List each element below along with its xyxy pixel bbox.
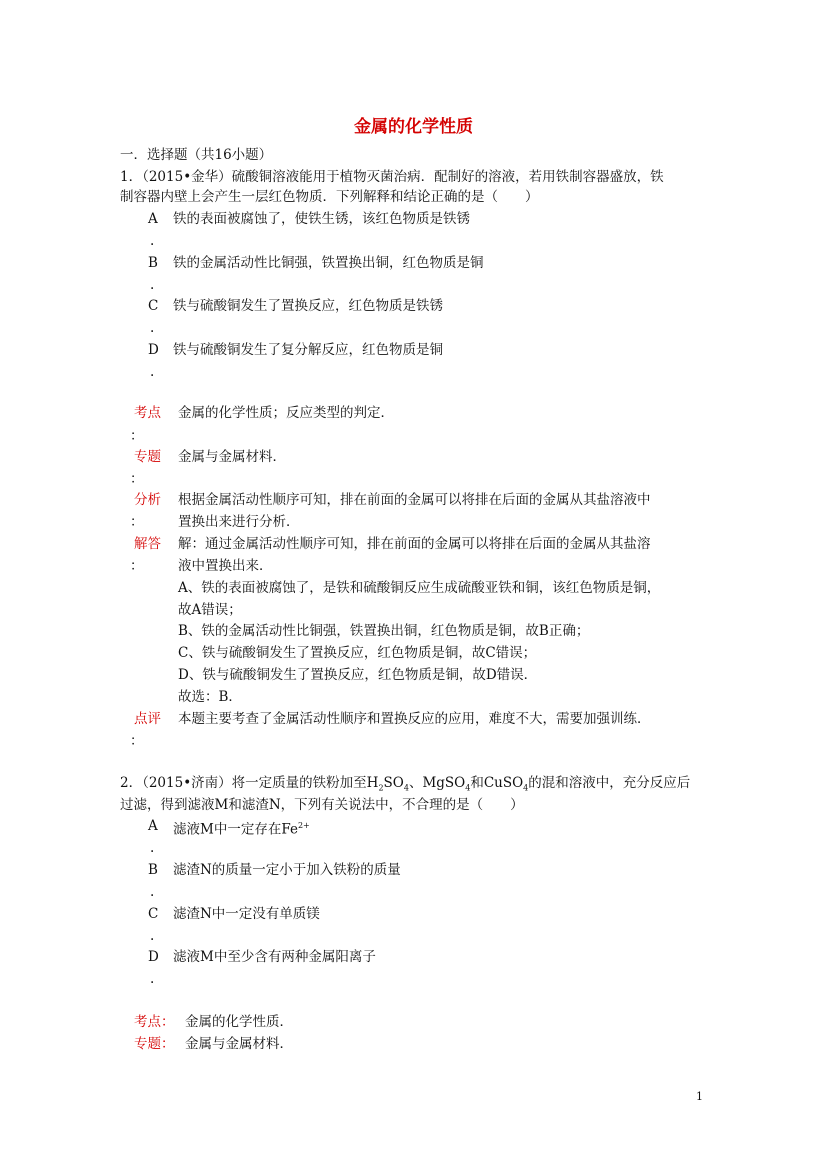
page-title: 金属的化学性质 (354, 117, 473, 137)
q1-option-a-dot: . (150, 233, 155, 249)
q1-jieda-line2: 液中置换出来． (178, 558, 273, 574)
q2-option-a-letter: A (148, 818, 158, 834)
q1-fenxi-line1: 根据金属活动性顺序可知，排在前面的金属可以将排在后面的金属从其盐溶液中 (178, 492, 651, 508)
q1-stem-line2: 制容器内壁上会产生一层红色物质．下列解释和结论正确的是（ ） (120, 189, 539, 205)
q1-dianping-label: 点评 (134, 711, 161, 727)
q1-option-b-text: 铁的金属活动性比铜强，铁置换出铜，红色物质是铜 (173, 255, 484, 271)
q1-zhuanti-colon: ： (130, 471, 144, 487)
q2-stem-line1: 2．（2015•济南）将一定质量的铁粉加至$H_2SO_4$、MgSO$_4$和CuSO$_4$的混和溶液中，充分反应后 (120, 775, 691, 793)
q2-option-d-text: 滤液M中至少含有两种金属阳离子 (173, 949, 376, 965)
q1-zhuanti-text: 金属与金属材料． (178, 449, 286, 465)
q2-option-c-text: 滤渣N中一定没有单质镁 (173, 906, 320, 922)
q1-option-a-letter: A (148, 211, 158, 227)
q1-dianping-colon: ： (130, 733, 144, 749)
q1-jieda-label: 解答 (134, 536, 161, 552)
q1-fenxi-colon: ： (130, 514, 144, 530)
q1-jieda-colon: ： (130, 558, 144, 574)
q1-jieda-line3: A、铁的表面被腐蚀了，是铁和硫酸铜反应生成硫酸亚铁和铜，该红色物质是铜， (178, 580, 661, 596)
q1-option-d-dot: . (150, 364, 155, 380)
q2-option-c-letter: C (148, 906, 159, 922)
q2-option-d-letter: D (148, 949, 159, 965)
q1-kaodian-text: 金属的化学性质；反应类型的判定． (178, 405, 394, 421)
q2-option-d-dot: . (150, 971, 155, 987)
q1-zhuanti-label: 专题 (134, 449, 161, 465)
q2-stem-line2: 过滤，得到滤液M和滤渣N，下列有关说法中，不合理的是（ ） (120, 797, 524, 813)
q2-kaodian-label: 考点： (134, 1014, 175, 1030)
q1-jieda-line8: 故选：B． (178, 689, 242, 705)
q2-zhuanti-label: 专题： (134, 1036, 175, 1052)
q1-jieda-line1: 解：通过金属活动性顺序可知，排在前面的金属可以将排在后面的金属从其盐溶 (178, 536, 651, 552)
q1-stem-line1: 1．（2015•金华）硫酸铜溶液能用于植物灭菌治病．配制好的溶液，若用铁制容器盛放，铁 (120, 169, 664, 185)
q2-option-a-text: 滤液M中一定存在$Fe^{2+}$ (173, 821, 310, 838)
q2-option-a-dot: . (150, 840, 155, 856)
q1-option-b-dot: . (150, 277, 155, 293)
q1-option-c-letter: C (148, 298, 159, 314)
q1-option-c-text: 铁与硫酸铜发生了置换反应，红色物质是铁锈 (173, 298, 443, 314)
q2-option-b-letter: B (148, 862, 158, 878)
q1-dianping-text: 本题主要考查了金属活动性顺序和置换反应的应用，难度不大，需要加强训练． (178, 711, 651, 727)
q1-jieda-line5: B、铁的金属活动性比铜强，铁置换出铜，红色物质是铜，故B正确； (178, 623, 590, 639)
q1-fenxi-line2: 置换出来进行分析． (178, 514, 300, 530)
q2-option-b-text: 滤渣N的质量一定小于加入铁粉的质量 (173, 862, 401, 878)
q1-jieda-line7: D、铁与硫酸铜发生了置换反应，红色物质是铜，故D错误． (178, 667, 538, 683)
section-heading: 一．选择题（共16小题） (120, 147, 273, 163)
q2-option-b-dot: . (150, 884, 155, 900)
q1-jieda-line6: C、铁与硫酸铜发生了置换反应，红色物质是铜，故C错误； (178, 645, 537, 661)
q1-option-a-text: 铁的表面被腐蚀了，使铁生锈，该红色物质是铁锈 (173, 211, 470, 227)
q1-jieda-line4: 故A错误； (178, 602, 242, 618)
q1-option-b-letter: B (148, 255, 158, 271)
q1-fenxi-label: 分析 (134, 492, 161, 508)
page-number: 1 (696, 1090, 703, 1103)
q1-option-d-text: 铁与硫酸铜发生了复分解反应，红色物质是铜 (173, 342, 443, 358)
q1-kaodian-label: 考点 (134, 405, 161, 421)
q2-zhuanti-text: 金属与金属材料． (185, 1036, 293, 1052)
q1-option-d-letter: D (148, 342, 159, 358)
q1-option-c-dot: . (150, 320, 155, 336)
q2-kaodian-text: 金属的化学性质． (185, 1014, 293, 1030)
q2-option-c-dot: . (150, 928, 155, 944)
q1-kaodian-colon: ： (130, 428, 144, 444)
